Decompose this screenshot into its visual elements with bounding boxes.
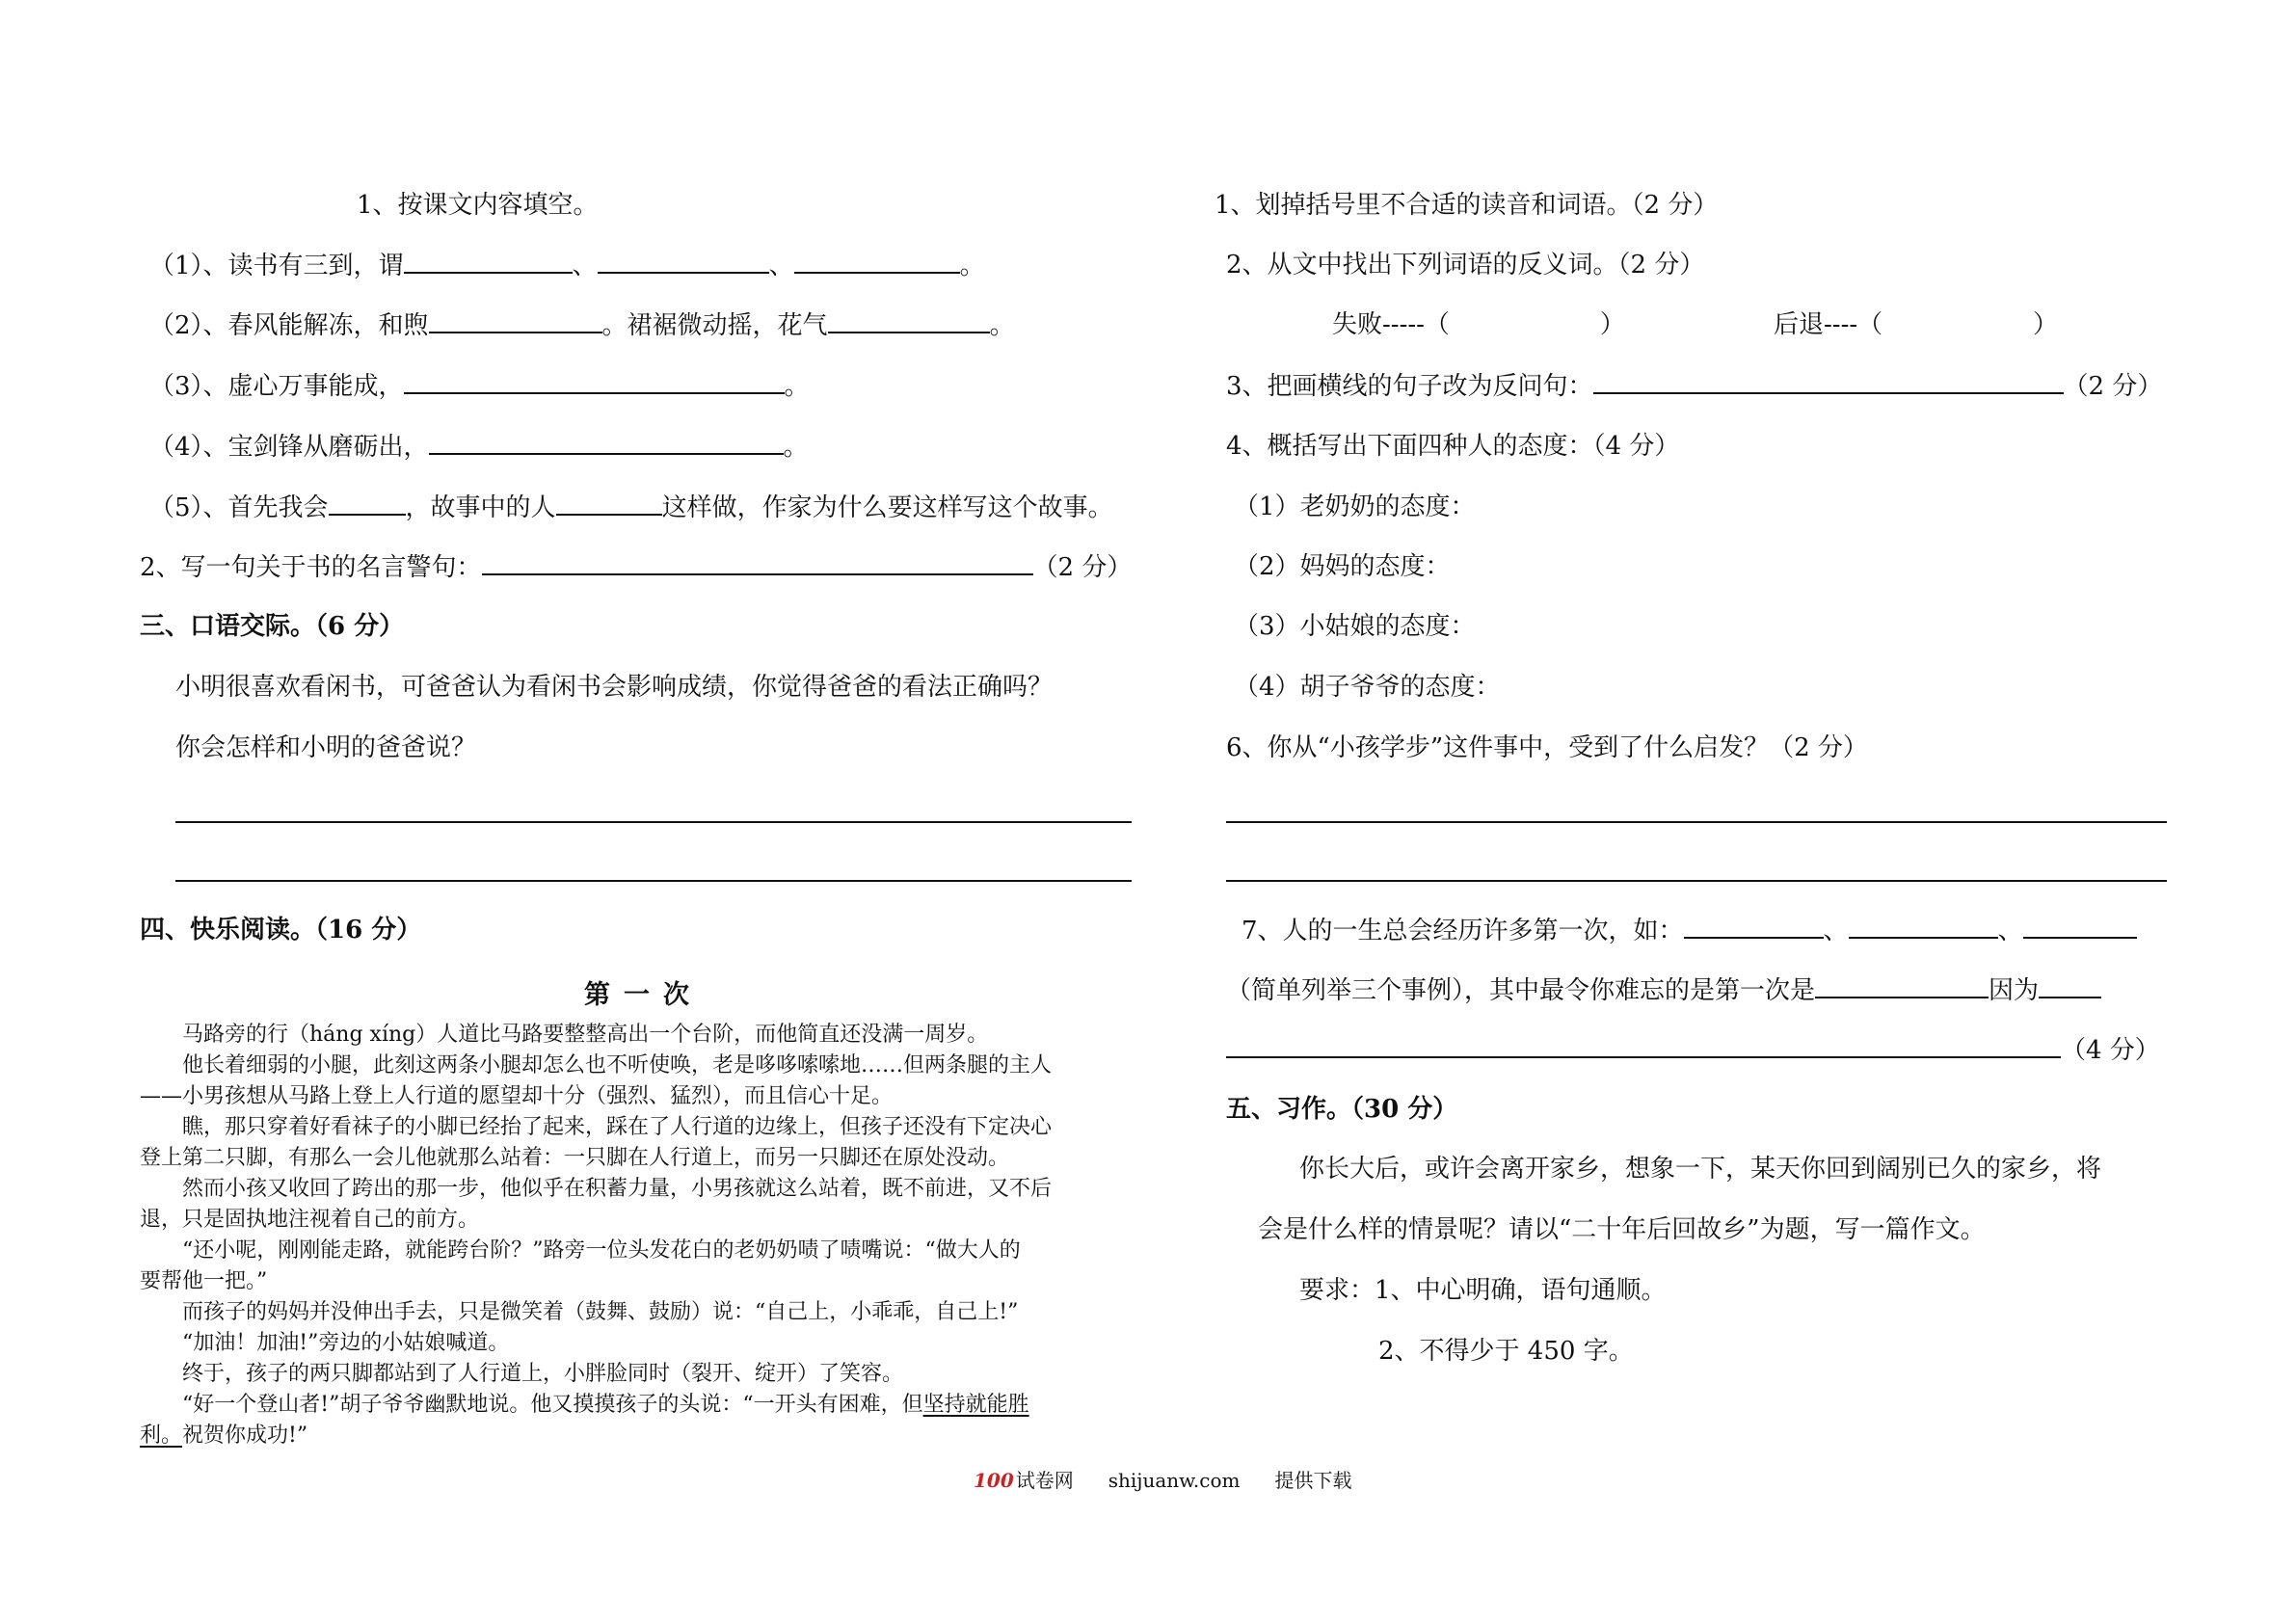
answer-blank[interactable]: [794, 249, 960, 274]
passage-line: “好一个登山者!”胡子爷爷幽默地说。他又摸摸孩子的头说：“一开头有困难，但坚持就能胜: [140, 1393, 1029, 1417]
q1-item-4: （4）、宝剑锋从磨砺出， 。: [149, 430, 809, 464]
section-3-prompt-2: 你会怎样和小明的爸爸说？: [175, 733, 477, 762]
essay-prompt-1: 你长大后，或许会离开家乡，想象一下，某天你回到阔别已久的家乡，将: [1299, 1155, 2102, 1184]
answer-line[interactable]: [175, 821, 1132, 823]
q-r4: 4、概括写出下面四种人的态度：（4 分）: [1226, 432, 1680, 461]
q-r4-2: （2）妈妈的态度：: [1234, 552, 1451, 581]
q-r4-4: （4）胡子爷爷的态度：: [1234, 673, 1501, 702]
passage-line: 利。祝贺你成功!”: [140, 1423, 308, 1448]
q1-title: 1、按课文内容填空。: [357, 191, 599, 220]
answer-blank[interactable]: [556, 491, 662, 516]
answer-blank[interactable]: [429, 308, 602, 333]
q2-quote: 2、写一句关于书的名言警句： （2 分）: [140, 550, 1132, 584]
passage-line: 他长着细弱的小腿，此刻这两条小腿却怎么也不听使唤，老是哆哆嗦嗦地……但两条腿的主人: [140, 1053, 1053, 1078]
passage-line: 终于，孩子的两只脚都站到了人行道上，小胖脸同时（裂开、绽开）了笑容。: [140, 1362, 904, 1386]
passage-line: “加油！加油!”旁边的小姑娘喊道。: [140, 1331, 510, 1355]
section-4-title: 四、快乐阅读。（16 分）: [140, 916, 422, 945]
answer-blank[interactable]: [828, 308, 990, 333]
passage-line: 登上第二只脚，有那么一会儿他就那么站着：一只脚在人行道上，而另一只脚还在原处没动。: [140, 1146, 1010, 1170]
page-footer: [974, 1465, 1387, 1493]
answer-blank[interactable]: [404, 249, 573, 274]
answer-blank[interactable]: [482, 550, 1033, 575]
essay-requirement-2: 2、不得少于 450 字。: [1378, 1337, 1634, 1366]
passage-line: ——小男孩想从马路上登上人行道的愿望却十分（强烈、猛烈），而且信心十足。: [140, 1084, 894, 1108]
q-r6: 6、你从“小孩学步”这件事中，受到了什么启发？（2 分）: [1226, 733, 1868, 762]
answer-blank[interactable]: [1815, 973, 1989, 998]
q-r3: 3、把画横线的句子改为反问句： （2 分）: [1226, 369, 2162, 403]
q-r2-b: 后退----（ ）: [1774, 310, 2059, 339]
section-5-title: 五、习作。（30 分）: [1226, 1095, 1458, 1124]
underlined-sentence: 利。: [140, 1423, 183, 1448]
answer-blank[interactable]: [1684, 914, 1824, 939]
q-r4-3: （3）小姑娘的态度：: [1234, 612, 1476, 641]
passage-line: 要帮他一把。”: [140, 1269, 268, 1293]
site-name: 试卷网: [1015, 1469, 1074, 1492]
passage-line: 退，只是固执地注视着自己的前方。: [140, 1208, 480, 1232]
essay-requirement-1: 要求：1、中心明确，语句通顺。: [1299, 1276, 1667, 1305]
q1-item-2: （2）、春风能解冻，和煦 。裙裾微动摇，花气 。: [149, 308, 1015, 342]
passage-line: 瞧，那只穿着好看袜子的小脚已经抬了起来，踩在了人行道的边缘上，但孩子还没有下定决心: [140, 1115, 1053, 1139]
answer-blank[interactable]: [598, 249, 769, 274]
answer-blank[interactable]: [1226, 1033, 2061, 1058]
q-r7-line-3: （4 分）: [1226, 1033, 2160, 1067]
answer-blank[interactable]: [1849, 914, 1998, 939]
site-domain[interactable]: shijuanw.com: [1108, 1469, 1241, 1492]
passage-line: 马路旁的行（háng xíng）人道比马路要整整高出一个台阶，而他简直还没满一周岁。: [140, 1023, 989, 1047]
answer-line[interactable]: [1226, 880, 2167, 882]
story-title: 第一次: [584, 980, 703, 1010]
answer-line[interactable]: [1226, 821, 2167, 823]
q-r2: 2、从文中找出下列词语的反义词。（2 分）: [1226, 251, 1705, 279]
provide-download: 提供下载: [1274, 1469, 1352, 1492]
section-3-prompt-1: 小明很喜欢看闲书，可爸爸认为看闲书会影响成绩，你觉得爸爸的看法正确吗？: [175, 673, 1054, 702]
answer-blank[interactable]: [329, 491, 406, 516]
passage-line: 然而小孩又收回了跨出的那一步，他似乎在积蓄力量，小男孩就这么站着，既不前进，又不后: [140, 1177, 1053, 1201]
answer-blank[interactable]: [2023, 914, 2137, 939]
underlined-sentence: 坚持就能胜: [922, 1393, 1029, 1417]
q1-item-1: （1）、读书有三到，谓 、 、 。: [149, 249, 985, 282]
section-3-title: 三、口语交际。（6 分）: [140, 612, 405, 641]
q1-item-5: （5）、首先我会 ，故事中的人 这样做，作家为什么要这样写这个故事。: [149, 491, 1113, 524]
q-r4-1: （1）老奶奶的态度：: [1234, 492, 1476, 521]
answer-blank[interactable]: [1593, 369, 2064, 394]
essay-prompt-2: 会是什么样的情景呢？请以“二十年后回故乡”为题，写一篇作文。: [1258, 1215, 1986, 1244]
answer-blank[interactable]: [2039, 973, 2101, 998]
q1-item-3: （3）、虚心万事能成， 。: [149, 369, 810, 403]
passage-line: “还小呢，刚刚能走路，就能跨台阶？”路旁一位头发花白的老奶奶啧了啧嘴说：“做大人的: [140, 1238, 1021, 1263]
site-logo: 100: [974, 1469, 1014, 1492]
q-r7-line-2: （简单列举三个事例），其中最令你难忘的是第一次是 因为: [1226, 973, 2101, 1007]
answer-blank[interactable]: [404, 369, 785, 394]
answer-line[interactable]: [175, 880, 1132, 882]
passage-line: 而孩子的妈妈并没伸出手去，只是微笑着（鼓舞、鼓励）说：“自己上，小乖乖，自己上!”: [140, 1300, 1019, 1324]
q-r7: 7、人的一生总会经历许多第一次，如： 、 、: [1241, 914, 2137, 947]
q-r2-a: 失败-----（ ）: [1332, 310, 1625, 339]
q-r1: 1、划掉括号里不合适的读音和词语。（2 分）: [1215, 191, 1719, 220]
answer-blank[interactable]: [429, 430, 784, 455]
